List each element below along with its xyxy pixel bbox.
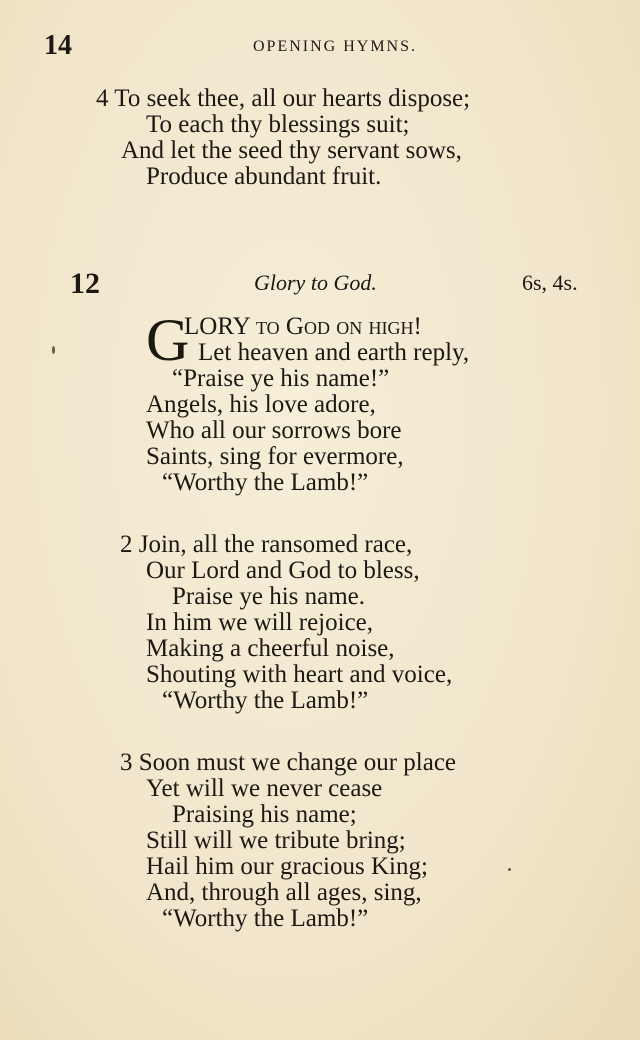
verse-line: Saints, sing for evermore, xyxy=(146,443,404,470)
verse-line: Still will we tribute bring; xyxy=(146,827,406,854)
drop-cap: G xyxy=(146,307,190,373)
verse-line: And let the seed thy servant sows, xyxy=(121,137,462,164)
verse-line: Yet will we never cease xyxy=(146,775,383,802)
verse-line: Hail him our gracious King; xyxy=(146,853,428,880)
verse-line: In him we will rejoice, xyxy=(146,609,374,636)
verse-line: Praising his name; xyxy=(172,801,357,828)
verse-line: “Praise ye his name!” xyxy=(172,365,390,392)
running-head: OPENING HYMNS. xyxy=(252,38,417,55)
verse-line: Produce abundant fruit. xyxy=(146,163,382,190)
verse-line: And, through all ages, sing, xyxy=(146,879,422,906)
verse-line: 4 To seek thee, all our hearts dispose; xyxy=(96,85,471,112)
page-number: 14 xyxy=(44,30,72,61)
verse-line: Shouting with heart and voice, xyxy=(146,661,453,688)
verse-line: Our Lord and God to bless, xyxy=(146,557,420,584)
verse-line: To each thy blessings suit; xyxy=(146,111,410,138)
verse-line: LORY to God on high! xyxy=(184,313,422,340)
verse-line: “Worthy the Lamb!” xyxy=(162,687,369,714)
verse-line: Who all our sorrows bore xyxy=(146,417,402,444)
verse-line: “Worthy the Lamb!” xyxy=(162,469,369,496)
verse-line: 2 Join, all the ransomed race, xyxy=(120,531,413,558)
verse-line: Making a cheerful noise, xyxy=(146,635,395,662)
paper-speck xyxy=(52,346,55,354)
verse-line: Angels, his love adore, xyxy=(146,391,376,418)
hymn-meter: 6s, 4s. xyxy=(522,270,578,295)
verse-line: 3 Soon must we change our place xyxy=(120,749,457,776)
paper-speck xyxy=(508,868,511,871)
verse-line: Praise ye his name. xyxy=(172,583,366,610)
hymn-number: 12 xyxy=(70,267,100,300)
verse-line: Let heaven and earth reply, xyxy=(198,339,470,366)
hymn-title: Glory to God. xyxy=(254,270,377,295)
verse-line: “Worthy the Lamb!” xyxy=(162,905,369,932)
